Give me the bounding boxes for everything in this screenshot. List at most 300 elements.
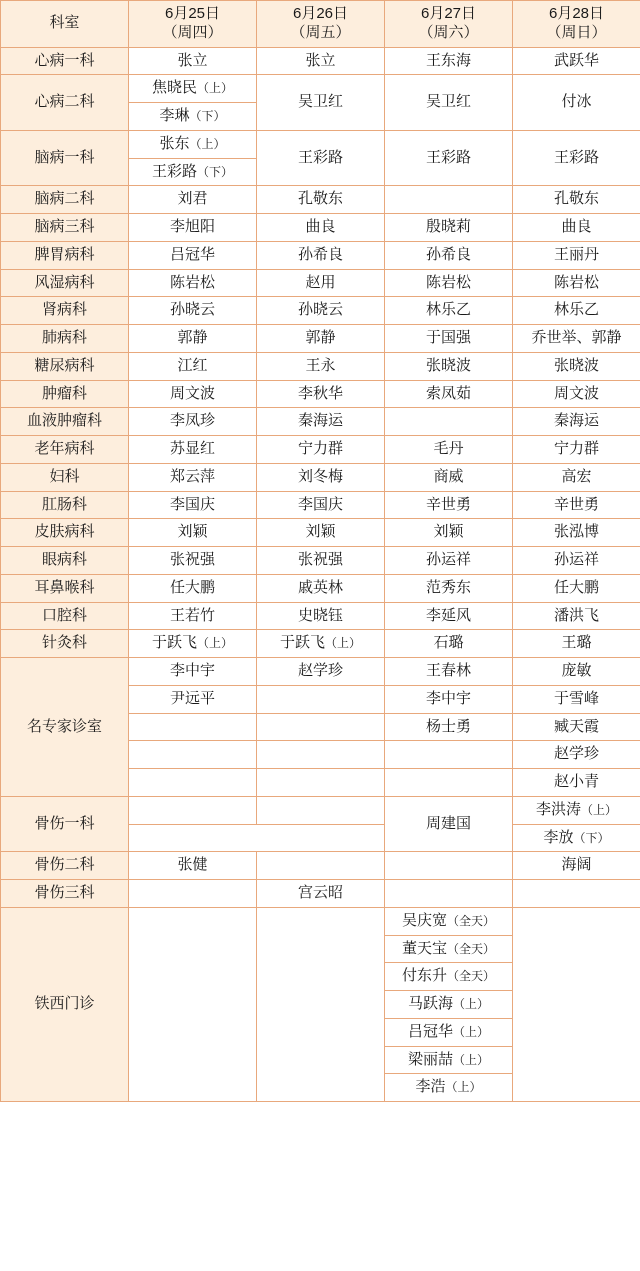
doctor-name: 孔敬东 <box>297 190 343 208</box>
doctor-name: 庞敏 <box>561 662 592 679</box>
doctor-name: 孙晓云 <box>297 301 343 319</box>
doctor-name: 赵学珍 <box>553 745 599 763</box>
doctor-name: 乔世举、郭静 <box>531 329 622 346</box>
table-row <box>1 241 640 269</box>
table-row <box>1 408 640 436</box>
schedule-cell <box>513 519 640 547</box>
schedule-cell <box>129 214 257 242</box>
schedule-cell <box>513 602 640 630</box>
schedule-body <box>1 1 640 1102</box>
schedule-cell <box>385 325 513 353</box>
doctor-name: 李放 <box>543 828 574 846</box>
schedule-cell <box>385 436 513 464</box>
doctor-name: 武跃华 <box>553 51 599 69</box>
doctor-name: 毛丹 <box>433 440 464 457</box>
table-row <box>1 269 640 297</box>
dept-label: 铁西门诊 <box>1 907 129 1101</box>
schedule-cell <box>257 463 385 491</box>
doctor-name: 周文波 <box>553 384 599 402</box>
schedule-cell <box>129 769 257 797</box>
schedule-cell <box>129 880 257 908</box>
schedule-cell <box>385 658 513 686</box>
header-day-2-date: 6月27日 <box>420 5 477 22</box>
doctor-qualifier: （全天） <box>447 969 496 984</box>
table-row <box>1 130 640 158</box>
table-row <box>1 796 640 824</box>
schedule-cell <box>257 186 385 214</box>
table-row <box>1 907 640 935</box>
schedule-cell <box>257 907 385 1101</box>
doctor-name: 曲良 <box>561 218 592 235</box>
doctor-qualifier: （上） <box>197 81 234 96</box>
dept-label: 心病二科 <box>1 75 129 131</box>
schedule-cell <box>513 880 640 908</box>
doctor-name: 李旭阳 <box>169 218 215 235</box>
schedule-cell <box>257 602 385 630</box>
dept-label: 针灸科 <box>1 630 129 658</box>
doctor-name: 李洪涛 <box>535 800 581 818</box>
schedule-cell <box>513 75 640 131</box>
schedule-cell <box>385 907 513 935</box>
doctor-name: 王彩路 <box>297 148 343 166</box>
schedule-cell <box>385 214 513 242</box>
doctor-name: 张立 <box>305 51 336 69</box>
schedule-cell <box>385 75 513 131</box>
doctor-name: 陈岩松 <box>553 273 599 291</box>
doctor-name: 海阔 <box>561 856 592 874</box>
doctor-name: 张祝强 <box>169 551 215 568</box>
doctor-name: 范秀东 <box>425 578 471 596</box>
schedule-cell <box>513 824 640 852</box>
table-row <box>1 47 640 75</box>
schedule-cell <box>513 186 640 214</box>
schedule-cell <box>129 352 257 380</box>
doctor-name: 王彩路 <box>151 162 197 180</box>
header-day-2 <box>385 1 513 48</box>
schedule-cell <box>385 352 513 380</box>
doctor-name: 李国庆 <box>297 495 343 513</box>
header-day-0 <box>129 1 257 48</box>
schedule-cell <box>385 963 513 991</box>
doctor-qualifier: （上） <box>453 1052 490 1067</box>
doctor-qualifier: （全天） <box>447 913 496 928</box>
doctor-name: 秦海运 <box>553 412 599 430</box>
schedule-cell <box>257 796 385 824</box>
schedule-cell <box>513 352 640 380</box>
schedule-cell <box>513 325 640 353</box>
doctor-name: 李中宇 <box>425 689 471 707</box>
header-day-3-weekday: （周日） <box>546 23 607 41</box>
doctor-qualifier: （上） <box>453 997 490 1011</box>
header-day-0-weekday: （周四） <box>162 23 223 41</box>
doctor-qualifier: （上） <box>197 636 234 651</box>
doctor-name: 李国庆 <box>169 495 215 513</box>
doctor-qualifier: （上） <box>325 636 362 651</box>
table-row <box>1 75 640 103</box>
schedule-cell <box>513 713 640 741</box>
table-row <box>1 186 640 214</box>
doctor-name: 周建国 <box>425 814 471 832</box>
dept-label: 脑病一科 <box>1 130 129 186</box>
doctor-name: 任大鹏 <box>553 578 599 596</box>
doctor-name: 潘洪飞 <box>553 606 599 624</box>
schedule-cell <box>385 1046 513 1074</box>
doctor-qualifier: （下） <box>197 164 234 179</box>
schedule-cell <box>513 214 640 242</box>
schedule-cell <box>257 741 385 769</box>
doctor-name: 张东 <box>159 134 190 152</box>
schedule-cell <box>385 713 513 741</box>
doctor-name: 李凤珍 <box>169 412 215 430</box>
schedule-cell <box>385 380 513 408</box>
schedule-cell <box>129 325 257 353</box>
schedule-cell <box>385 796 513 852</box>
schedule-cell <box>129 602 257 630</box>
doctor-name: 宫云昭 <box>297 884 343 901</box>
table-row <box>1 352 640 380</box>
schedule-cell <box>385 547 513 575</box>
doctor-name: 宁力群 <box>297 440 343 457</box>
table-row <box>1 880 640 908</box>
dept-label: 心病一科 <box>1 47 129 75</box>
schedule-cell <box>385 47 513 75</box>
schedule-cell <box>513 685 640 713</box>
schedule-cell <box>257 436 385 464</box>
schedule-cell <box>513 241 640 269</box>
doctor-name: 高宏 <box>561 467 592 485</box>
doctor-name: 臧天霞 <box>553 717 599 735</box>
schedule-cell <box>385 685 513 713</box>
doctor-name: 李浩 <box>415 1078 446 1096</box>
doctor-name: 刘颖 <box>177 523 208 541</box>
doctor-name: 孙运祥 <box>553 551 599 568</box>
doctor-name: 史晓钰 <box>297 606 343 624</box>
schedule-cell <box>385 297 513 325</box>
table-row <box>1 574 640 602</box>
dept-label: 骨伤三科 <box>1 880 129 908</box>
doctor-name: 林乐乙 <box>553 301 599 319</box>
schedule-cell <box>129 47 257 75</box>
table-header-row <box>1 1 640 48</box>
schedule-cell <box>129 658 257 686</box>
doctor-name: 吴卫红 <box>297 93 343 111</box>
schedule-cell <box>257 713 385 741</box>
schedule-cell <box>257 519 385 547</box>
doctor-name: 孙晓云 <box>169 301 215 319</box>
schedule-cell <box>257 408 385 436</box>
schedule-cell <box>513 574 640 602</box>
doctor-name: 张祝强 <box>297 551 343 568</box>
doctor-name: 王璐 <box>561 634 592 652</box>
dept-label: 妇科 <box>1 463 129 491</box>
schedule-cell <box>129 907 257 1101</box>
schedule-cell <box>385 463 513 491</box>
dept-label: 风湿病科 <box>1 269 129 297</box>
schedule-cell <box>129 491 257 519</box>
table-row <box>1 547 640 575</box>
doctor-name: 赵学珍 <box>297 662 343 679</box>
doctor-name: 王若竹 <box>169 606 215 624</box>
schedule-cell <box>257 630 385 658</box>
header-day-3-date: 6月28日 <box>548 5 605 22</box>
schedule-cell <box>513 269 640 297</box>
header-day-2-weekday: （周六） <box>418 23 479 41</box>
dept-label: 脑病二科 <box>1 186 129 214</box>
dept-label: 肿瘤科 <box>1 380 129 408</box>
doctor-name: 赵小青 <box>553 773 599 790</box>
doctor-name: 孔敬东 <box>553 190 599 208</box>
schedule-cell <box>385 991 513 1019</box>
schedule-cell <box>257 547 385 575</box>
schedule-cell <box>129 408 257 436</box>
schedule-cell <box>129 158 257 186</box>
doctor-name: 刘颖 <box>433 523 464 541</box>
doctor-name: 于国强 <box>425 329 471 346</box>
table-row <box>1 491 640 519</box>
schedule-cell <box>385 130 513 186</box>
table-row <box>1 602 640 630</box>
schedule-cell <box>513 436 640 464</box>
dept-label: 骨伤一科 <box>1 796 129 852</box>
doctor-name: 尹远平 <box>169 689 215 707</box>
dept-label: 肾病科 <box>1 297 129 325</box>
header-day-3 <box>513 1 640 48</box>
dept-label: 脑病三科 <box>1 214 129 242</box>
dept-label: 骨伤二科 <box>1 852 129 880</box>
doctor-name: 孙希良 <box>297 245 343 263</box>
dept-label: 口腔科 <box>1 602 129 630</box>
doctor-qualifier: （上） <box>581 802 618 817</box>
schedule-cell <box>385 880 513 908</box>
doctor-name: 张晓波 <box>425 356 471 374</box>
schedule-cell <box>513 491 640 519</box>
dept-label: 名专家诊室 <box>1 658 129 797</box>
doctor-name: 焦晓民 <box>151 79 197 97</box>
schedule-cell <box>385 1074 513 1102</box>
doctor-name: 任大鹏 <box>169 578 215 596</box>
schedule-cell <box>513 658 640 686</box>
doctor-name: 戚英林 <box>297 578 343 596</box>
schedule-cell <box>513 408 640 436</box>
schedule-cell <box>129 103 257 131</box>
schedule-cell <box>257 769 385 797</box>
schedule-cell <box>513 852 640 880</box>
schedule-cell <box>257 297 385 325</box>
dept-label: 皮肤病科 <box>1 519 129 547</box>
schedule-cell <box>513 463 640 491</box>
doctor-name: 辛世勇 <box>425 495 471 513</box>
table-row <box>1 463 640 491</box>
doctor-name: 王彩路 <box>425 148 471 166</box>
doctor-name: 辛世勇 <box>553 495 599 513</box>
schedule-cell <box>257 880 385 908</box>
doctor-name: 张泓博 <box>553 523 599 541</box>
dept-label: 眼病科 <box>1 547 129 575</box>
doctor-name: 李延风 <box>425 606 471 624</box>
doctor-name: 郑云萍 <box>169 467 215 485</box>
schedule-cell <box>257 352 385 380</box>
doctor-name: 郭静 <box>177 329 208 346</box>
table-row <box>1 297 640 325</box>
schedule-cell <box>385 491 513 519</box>
schedule-cell <box>257 241 385 269</box>
schedule-cell <box>257 47 385 75</box>
schedule-cell <box>129 241 257 269</box>
schedule-cell <box>257 75 385 131</box>
doctor-name: 郭静 <box>305 329 336 346</box>
schedule-cell <box>257 685 385 713</box>
doctor-name: 孙希良 <box>425 245 471 263</box>
schedule-cell <box>129 852 257 880</box>
table-row <box>1 519 640 547</box>
doctor-name: 董天宝 <box>401 939 447 957</box>
schedule-cell <box>129 380 257 408</box>
doctor-name: 王永 <box>305 356 336 374</box>
schedule-cell <box>385 574 513 602</box>
doctor-name: 赵用 <box>305 273 336 291</box>
header-day-1-weekday: （周五） <box>290 23 351 41</box>
schedule-cell <box>513 47 640 75</box>
doctor-name: 刘颖 <box>305 523 336 541</box>
schedule-cell <box>385 630 513 658</box>
doctor-name: 于跃飞 <box>279 634 325 652</box>
doctor-name: 曲良 <box>305 218 336 235</box>
schedule-cell <box>257 130 385 186</box>
dept-label: 肺病科 <box>1 325 129 353</box>
schedule-cell <box>257 658 385 686</box>
schedule-cell <box>129 130 257 158</box>
schedule-cell <box>513 297 640 325</box>
doctor-name: 王丽丹 <box>553 245 599 263</box>
schedule-cell <box>129 186 257 214</box>
table-row <box>1 214 640 242</box>
doctor-name: 刘君 <box>177 190 208 208</box>
dept-label: 肛肠科 <box>1 491 129 519</box>
doctor-qualifier: （下） <box>189 109 226 123</box>
doctor-name: 秦海运 <box>297 412 343 430</box>
doctor-name: 王东海 <box>425 51 471 69</box>
dept-label: 耳鼻喉科 <box>1 574 129 602</box>
schedule-cell <box>129 796 257 824</box>
doctor-name: 陈岩松 <box>169 273 215 291</box>
table-row <box>1 852 640 880</box>
schedule-cell <box>257 574 385 602</box>
schedule-cell <box>129 685 257 713</box>
doctor-name: 王彩路 <box>553 148 599 166</box>
header-dept: 科室 <box>1 1 129 48</box>
doctor-name: 杨士勇 <box>425 717 471 735</box>
doctor-name: 吴卫红 <box>425 93 471 111</box>
schedule-cell <box>129 519 257 547</box>
schedule-cell <box>257 214 385 242</box>
header-day-1 <box>257 1 385 48</box>
doctor-qualifier: （上） <box>445 1080 482 1095</box>
doctor-name: 周文波 <box>169 384 215 402</box>
doctor-name: 吕冠华 <box>407 1022 453 1040</box>
doctor-name: 吴庆宽 <box>401 911 447 929</box>
schedule-cell <box>129 75 257 103</box>
schedule-cell <box>513 380 640 408</box>
schedule-cell <box>257 325 385 353</box>
doctor-name: 宁力群 <box>553 440 599 457</box>
dept-label: 糖尿病科 <box>1 352 129 380</box>
doctor-name: 苏显红 <box>169 440 215 457</box>
doctor-name: 殷晓莉 <box>425 218 471 235</box>
schedule-cell <box>385 769 513 797</box>
schedule-cell <box>513 907 640 1101</box>
schedule-cell <box>129 824 385 852</box>
schedule-cell <box>385 602 513 630</box>
schedule-cell <box>385 269 513 297</box>
doctor-name: 于雪峰 <box>553 689 599 707</box>
doctor-name: 孙运祥 <box>425 551 471 568</box>
doctor-name: 陈岩松 <box>425 273 471 291</box>
schedule-cell <box>129 297 257 325</box>
schedule-cell <box>385 852 513 880</box>
schedule-cell <box>129 574 257 602</box>
doctor-name: 马跃海 <box>407 995 453 1012</box>
schedule-cell <box>385 935 513 963</box>
schedule-cell <box>513 547 640 575</box>
table-row <box>1 658 640 686</box>
doctor-name: 张立 <box>177 51 208 69</box>
schedule-cell <box>257 380 385 408</box>
table-row <box>1 325 640 353</box>
schedule-cell <box>513 741 640 769</box>
doctor-name: 商威 <box>433 467 464 485</box>
doctor-name: 付东升 <box>401 967 447 985</box>
schedule-cell <box>385 241 513 269</box>
doctor-name: 李秋华 <box>297 384 343 402</box>
doctor-name: 石璐 <box>433 634 464 652</box>
header-day-0-date: 6月25日 <box>164 5 221 22</box>
table-row <box>1 380 640 408</box>
schedule-cell <box>257 491 385 519</box>
schedule-cell <box>385 741 513 769</box>
schedule-cell <box>257 269 385 297</box>
schedule-cell <box>513 769 640 797</box>
table-row <box>1 436 640 464</box>
schedule-cell <box>129 741 257 769</box>
table-row <box>1 630 640 658</box>
schedule-cell <box>129 547 257 575</box>
schedule-cell <box>513 796 640 824</box>
doctor-name: 付冰 <box>561 93 592 111</box>
schedule-cell <box>129 713 257 741</box>
doctor-qualifier: （全天） <box>447 941 496 956</box>
schedule-cell <box>513 630 640 658</box>
schedule-cell <box>257 852 385 880</box>
doctor-qualifier: （上） <box>453 1024 490 1039</box>
doctor-name: 梁丽喆 <box>407 1050 453 1068</box>
schedule-cell <box>513 130 640 186</box>
doctor-name: 张晓波 <box>553 356 599 374</box>
doctor-name: 林乐乙 <box>425 301 471 319</box>
doctor-name: 江红 <box>177 356 208 374</box>
schedule-cell <box>385 519 513 547</box>
schedule-cell <box>385 408 513 436</box>
doctor-name: 李中宇 <box>169 662 215 679</box>
doctor-name: 王春林 <box>425 662 471 679</box>
dept-label: 血液肿瘤科 <box>1 408 129 436</box>
header-day-1-date: 6月26日 <box>292 5 349 22</box>
doctor-name: 吕冠华 <box>169 245 215 263</box>
doctor-name: 刘冬梅 <box>297 467 343 485</box>
doctor-qualifier: （下） <box>573 830 610 845</box>
doctor-qualifier: （上） <box>189 136 226 151</box>
schedule-cell <box>129 463 257 491</box>
schedule-cell <box>129 436 257 464</box>
